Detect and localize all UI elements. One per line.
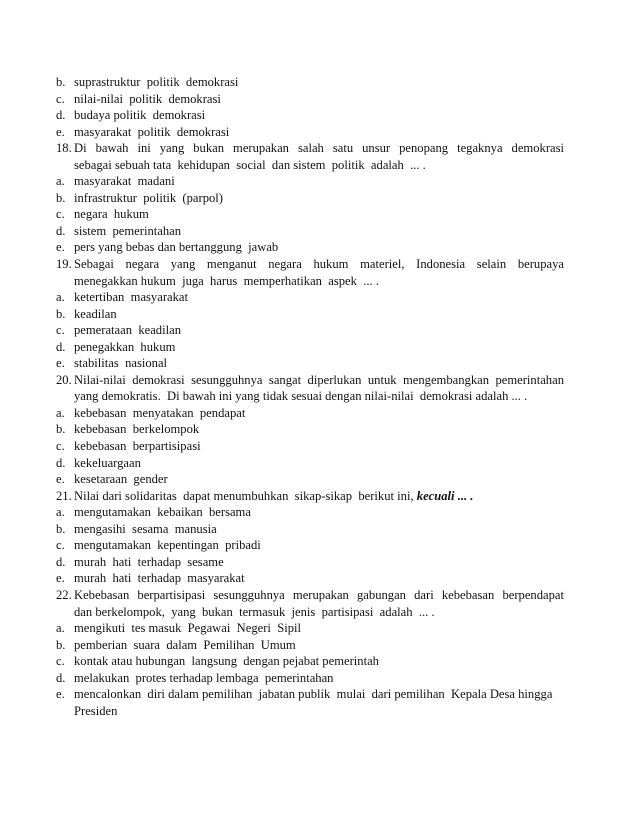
option-letter: c. [56, 323, 65, 338]
option-letter: e. [56, 240, 65, 255]
answer-option [56, 570, 564, 587]
answer-option [56, 355, 564, 372]
option-letter: e. [56, 687, 65, 702]
option-text: mengikuti tes masuk Pegawai Negeri Sipil [74, 621, 302, 636]
option-letter: a. [56, 174, 65, 189]
answer-option [56, 190, 564, 207]
option-letter: d. [56, 670, 66, 685]
answer-option [56, 537, 564, 554]
option-letter: b. [56, 190, 66, 205]
option-letter: b. [56, 637, 66, 652]
option-letter: e. [56, 571, 65, 586]
answer-option [56, 223, 564, 240]
option-text: kebebasan berpartisipasi [74, 439, 201, 454]
question-text: Nilai-nilai demokrasi sesungguhnya sangat diperlukan untuk mengembangkan pemerintahan yang demokratis. Di bawah ini yang tidak sesuai dengan nilai-nilai demokrasi adalah ... . [74, 372, 568, 404]
option-text: keadilan [74, 306, 117, 321]
option-letter: b. [56, 75, 66, 89]
option-text: ketertiban masyarakat [74, 290, 188, 305]
answer-option [56, 306, 564, 323]
question-list [56, 74, 571, 719]
option-letter: b. [56, 422, 66, 437]
question-item [56, 256, 571, 289]
option-text: negara hukum [74, 207, 149, 222]
answer-option [56, 670, 564, 687]
option-text: mengasihi sesama manusia [74, 521, 217, 536]
option-text: pers yang bebas dan bertanggung jawab [74, 240, 279, 255]
option-letter: b. [56, 306, 66, 321]
option-letter: b. [56, 521, 66, 536]
answer-option [56, 521, 564, 538]
answer-option [56, 339, 564, 356]
question-item [56, 372, 568, 405]
option-letter: c. [56, 91, 65, 106]
option-letter: c. [56, 207, 65, 222]
option-text: kebebasan menyatakan pendapat [74, 405, 246, 420]
option-letter: d. [56, 108, 66, 123]
emphasis-keyword: kecuali ... . [416, 488, 474, 503]
question-number: 20. [56, 372, 72, 387]
option-letter: a. [56, 621, 65, 636]
option-letter: e. [56, 356, 65, 371]
question-text: Sebagai negara yang menganut negara hukum materiel, Indonesia selain berupaya menegakkan hukum juga harus memperhatikan aspek ... . [74, 257, 571, 288]
option-text: masyarakat politik demokrasi [74, 124, 230, 139]
option-text: kontak atau hubungan langsung dengan pejabat pemerintah [74, 654, 379, 669]
answer-option [56, 74, 564, 91]
option-text: kesetaraan gender [74, 472, 168, 487]
question-item [56, 140, 571, 173]
answer-option [56, 455, 564, 472]
answer-option [56, 289, 564, 306]
option-letter: c. [56, 439, 65, 454]
question-text: Kebebasan berpartisipasi sesungguhnya merupakan gabungan dari kebebasan berpendapat dan berkelompok, yang bukan termasuk jenis partisipasi adalah ... . [74, 587, 571, 619]
answer-option [56, 620, 564, 637]
option-text: kebebasan berkelompok [74, 422, 200, 437]
answer-option [56, 421, 564, 438]
answer-option [56, 405, 564, 422]
answer-option [56, 637, 564, 654]
option-text: penegakkan hukum [74, 339, 176, 354]
option-letter: a. [56, 290, 65, 305]
option-letter: d. [56, 455, 66, 470]
option-letter: d. [56, 554, 66, 569]
question-number: 18. [56, 141, 72, 156]
question-text: Di bawah ini yang bukan merupakan salah satu unsur penopang tegaknya demokrasi sebagai sebuah tata kehidupan social dan sistem politik adalah ... . [74, 141, 571, 172]
option-text: budaya politik demokrasi [74, 108, 206, 123]
option-text: melakukan protes terhadap lembaga pemerintahan [74, 670, 334, 685]
answer-option [56, 653, 564, 670]
question-number: 21. [56, 488, 72, 503]
option-text: stabilitas nasional [74, 356, 168, 371]
option-letter: e. [56, 124, 65, 139]
answer-option [56, 322, 564, 339]
question-number: 22. [56, 587, 72, 602]
option-text: masyarakat madani [74, 174, 175, 189]
question-item [56, 587, 571, 620]
option-text: mencalonkan diri dalam pemilihan jabatan publik mulai dari pemilihan Kepala Desa hingga Presiden [74, 687, 556, 718]
option-letter: a. [56, 505, 65, 520]
option-text: sistem pemerintahan [74, 223, 182, 238]
answer-option [56, 173, 564, 190]
option-text: kekeluargaan [74, 455, 141, 470]
option-text: pemerataan keadilan [74, 323, 181, 338]
question-text: Nilai dari solidaritas dapat menumbuhkan sikap-sikap berikut ini, [74, 488, 414, 503]
option-letter: e. [56, 472, 65, 487]
option-text: mengutamakan kepentingan pribadi [74, 538, 261, 553]
option-letter: c. [56, 538, 65, 553]
option-letter: d. [56, 223, 66, 238]
option-text: pemberian suara dalam Pemilihan Umum [74, 637, 296, 652]
answer-option [56, 504, 564, 521]
answer-option [56, 91, 564, 108]
option-text: infrastruktur politik (parpol) [74, 190, 223, 205]
answer-option [56, 686, 564, 719]
answer-option [56, 554, 564, 571]
option-text: nilai-nilai politik demokrasi [74, 91, 221, 106]
answer-option [56, 438, 564, 455]
option-text: suprastruktur politik demokrasi [74, 75, 239, 89]
option-letter: d. [56, 339, 66, 354]
answer-option [56, 239, 564, 256]
answer-option [56, 206, 564, 223]
answer-option [56, 124, 564, 141]
answer-option [56, 107, 564, 124]
answer-option [56, 471, 564, 488]
option-text: mengutamakan kebaikan bersama [74, 505, 251, 520]
option-letter: c. [56, 654, 65, 669]
option-text: murah hati terhadap sesame [74, 554, 224, 569]
question-item [56, 488, 564, 505]
option-text: murah hati terhadap masyarakat [74, 571, 245, 586]
question-number: 19. [56, 257, 72, 272]
option-letter: a. [56, 405, 65, 420]
